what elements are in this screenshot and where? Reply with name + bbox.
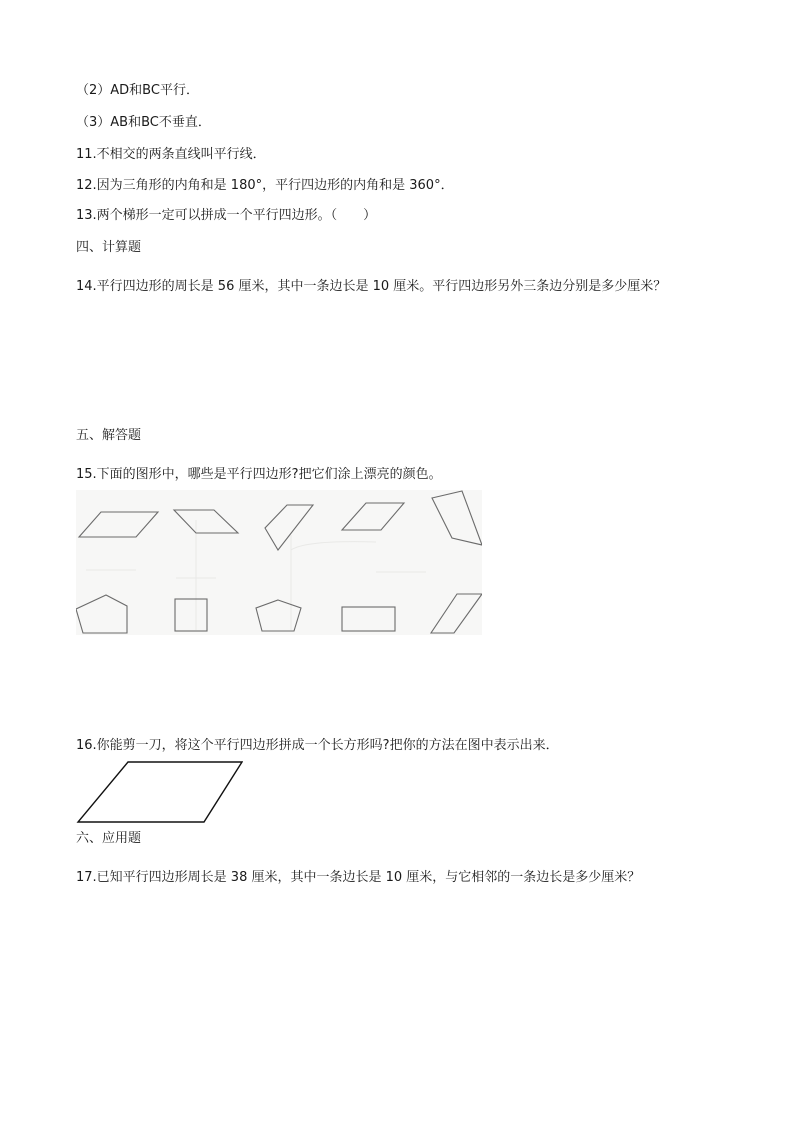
shapes-figure [76, 490, 482, 635]
section-heading-6: 六、应用题 [76, 831, 142, 846]
question-15: 15.下面的图形中，哪些是平行四边形?把它们涂上漂亮的颜色。 [76, 467, 442, 482]
question-13: 13.两个梯形一定可以拼成一个平行四边形。（ ） [76, 208, 377, 223]
question-11: 11.不相交的两条直线叫平行线． [76, 147, 266, 162]
question-16: 16.你能剪一刀，将这个平行四边形拼成一个长方形吗?把你的方法在图中表示出来． [76, 738, 559, 753]
section-heading-5: 五、解答题 [76, 428, 142, 443]
item-10-2: （2）AD和BC平行． [76, 83, 199, 98]
section-heading-4: 四、计算题 [76, 240, 142, 255]
item-10-3: （3）AB和BC不垂直． [76, 115, 211, 130]
question-17: 17.已知平行四边形周长是 38 厘米，其中一条边长是 10 厘米，与它相邻的一条边长是多少厘米？ [76, 870, 641, 885]
parallelogram-figure [76, 760, 243, 824]
question-14: 14.平行四边形的周长是 56 厘米，其中一条边长是 10 厘米。平行四边形另外三条边分别是多少厘米？ [76, 279, 667, 294]
question-12: 12.因为三角形的内角和是 180°，平行四边形的内角和是 360°． [76, 178, 454, 193]
